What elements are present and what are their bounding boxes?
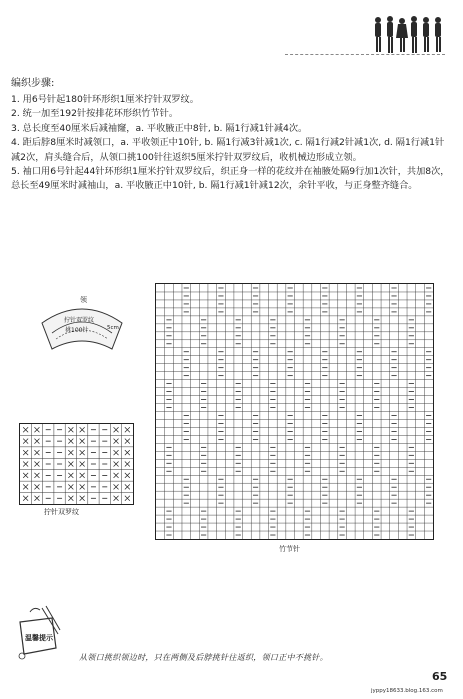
bamboo-stitch-chart: [155, 283, 434, 540]
source-url: jyppy18633.blog.163.com: [371, 688, 443, 694]
step-5: 5. 袖口用6号针起44针环形织1厘米拧针双罗纹后，织正身一样的花纹并在袖腋处隔9行加1次针，共加8次，总长至49厘米时减袖山，a. 平收腋正中10针, b. 隔1行减1针减12次，余针平收，与正身整齐缝合。: [11, 166, 450, 192]
neck-label-side: 5cm: [107, 325, 119, 331]
neck-label-top: 领: [80, 296, 87, 304]
steps-list: [11, 93, 451, 194]
neck-label-bottom: 挑100针: [65, 327, 89, 334]
bamboo-stitch-caption: 竹节针: [279, 545, 300, 553]
step-2: 2. 统一加至192针按排花环形织竹节针。: [11, 108, 179, 120]
tip-badge-label: 温馨提示: [25, 634, 53, 642]
header-dashed-rule: [285, 54, 445, 55]
neck-label-mid: 拧针双罗纹: [64, 317, 95, 324]
page-number: 65: [432, 670, 448, 683]
twisted-rib-caption: 拧针双罗纹: [44, 508, 79, 516]
twisted-rib-chart: [19, 423, 134, 505]
tip-badge-icon: [12, 604, 62, 660]
steps-title: 编织步骤:: [11, 78, 55, 89]
step-1: 1. 用6号针起180针环形织1厘米拧针双罗纹。: [11, 94, 199, 105]
tip-text: 从领口挑织领边时，只在两侧及后脖挑针往返织，领口正中不挑针。: [79, 653, 328, 662]
step-4: 4. 距后脖8厘米时减领口，a. 平收领正中10针, b. 隔1行减3针减1次, c. 隔1行减2针减1次, d. 隔1行减1针减2次，肩头缝合后，从领口挑100针往返织5厘米拧针双罗纹后，收机械边形成立领。: [11, 137, 445, 163]
step-3: 3. 总长度至40厘米后减袖窿，a. 平收腋正中8针, b. 隔1行减1针减4次。: [11, 122, 308, 134]
neck-diagram: [36, 293, 128, 359]
people-silhouette-icon: [372, 14, 446, 56]
